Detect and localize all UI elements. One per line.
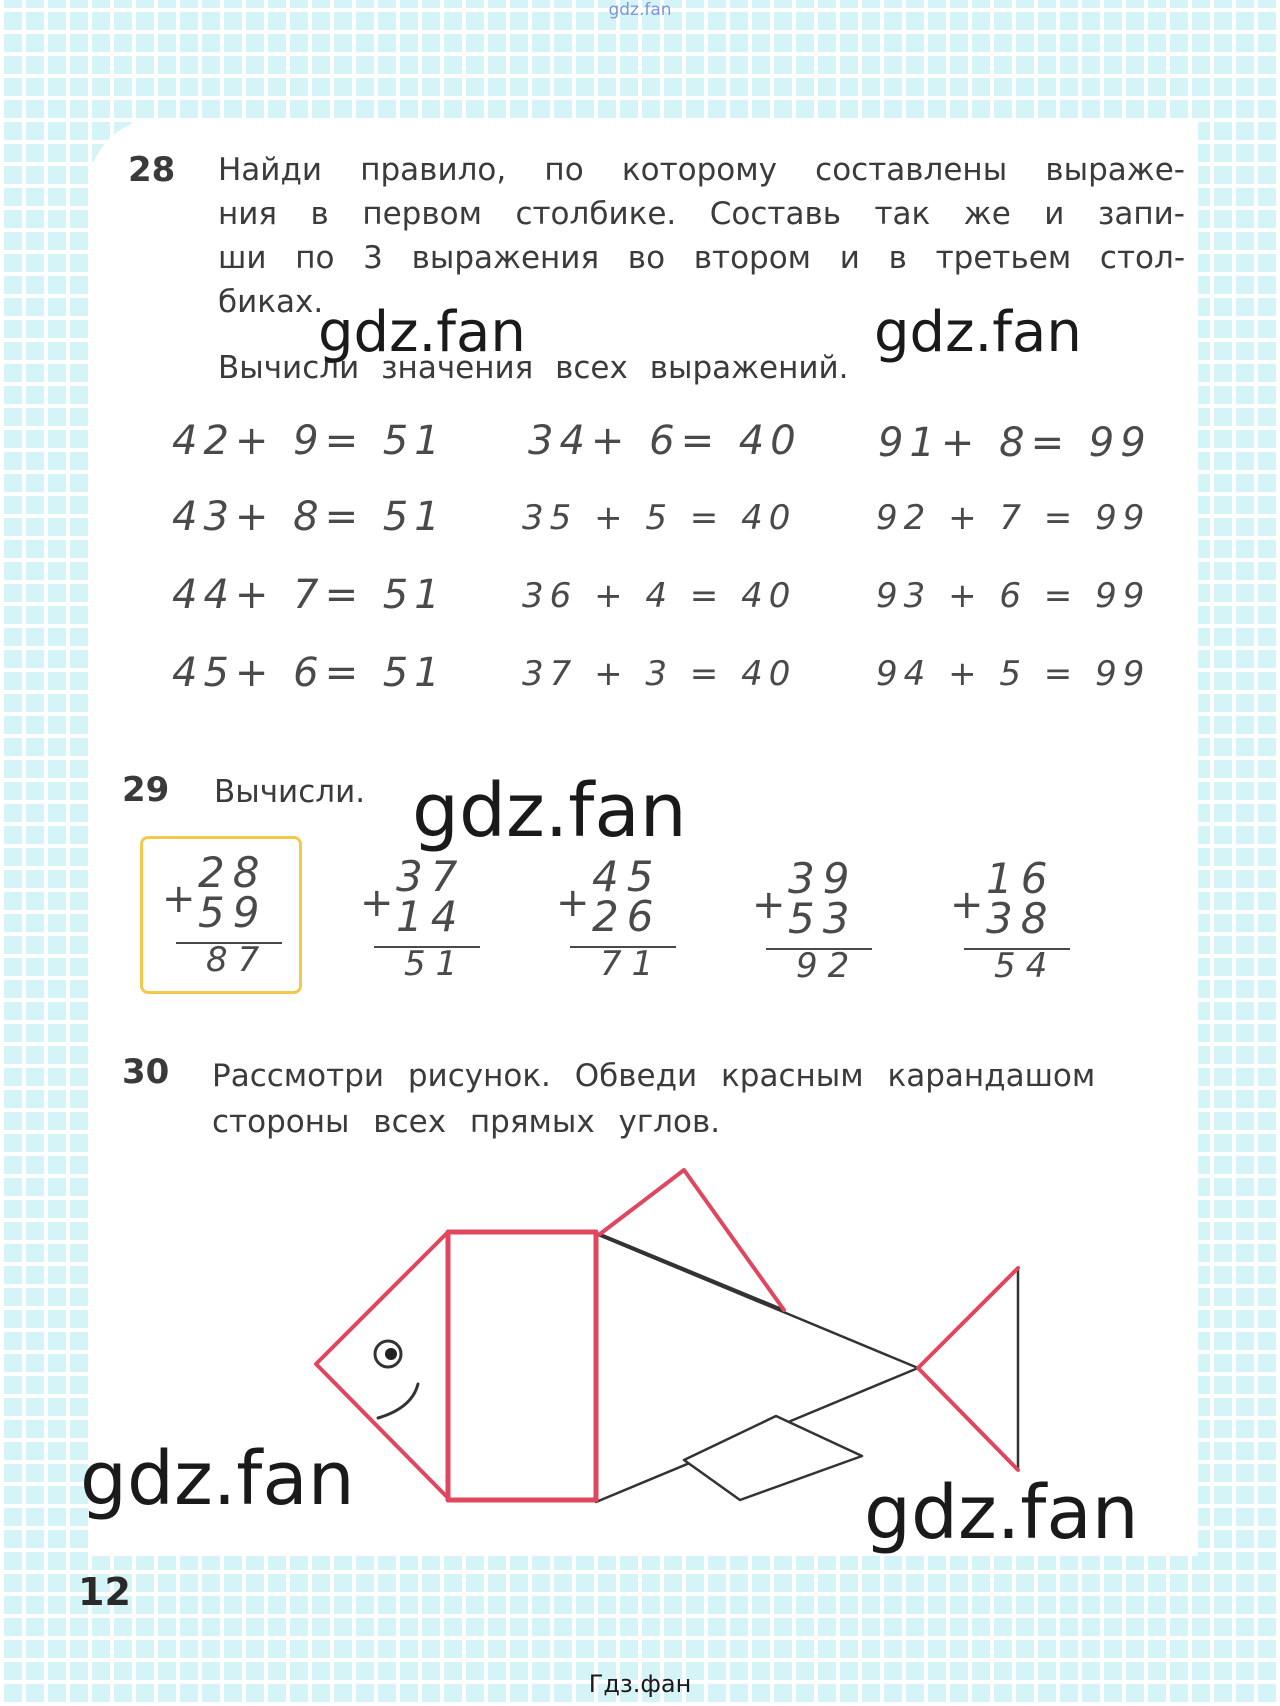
- addend-1: 39: [788, 854, 858, 903]
- expression-c1-r1: 42+ 9= 51: [172, 418, 446, 464]
- overlay-watermark-4: gdz.fan: [80, 1436, 355, 1522]
- top-watermark: gdz.fan: [608, 0, 672, 20]
- bottom-watermark: Гдз.фан: [588, 1670, 692, 1698]
- task-29-text: Вычисли.: [214, 774, 366, 810]
- expression-c3-r2: 92 + 7 = 99: [876, 498, 1151, 538]
- task-30-line-1: Рассмотри рисунок. Обведи красным карандашом: [212, 1058, 1096, 1094]
- sum-result: 87: [206, 940, 270, 980]
- expression-c2-r3: 36 + 4 = 40: [522, 576, 797, 616]
- task-28-line-4: биках.: [218, 284, 324, 320]
- expression-c3-r4: 94 + 5 = 99: [876, 654, 1151, 694]
- overlay-watermark-1: gdz.fan: [318, 300, 526, 365]
- addend-1: 45: [592, 852, 662, 901]
- plus-sign: +: [950, 882, 984, 928]
- plus-sign: +: [162, 876, 196, 922]
- fish-rectangle: [448, 1232, 596, 1500]
- plus-sign: +: [556, 880, 590, 926]
- expression-c1-r2: 43+ 8= 51: [172, 494, 446, 540]
- addend-2: 53: [788, 894, 858, 943]
- addend-2: 38: [986, 894, 1056, 943]
- overlay-watermark-5: gdz.fan: [864, 1470, 1139, 1556]
- task-28-line-1: Найди правило, по которому составлены выраже-: [218, 152, 1185, 188]
- expression-c2-r1: 34+ 6= 40: [528, 418, 802, 464]
- addend-2: 59: [198, 888, 268, 937]
- task-29-number: 29: [122, 770, 170, 810]
- expression-c1-r3: 44+ 7= 51: [172, 572, 446, 618]
- task-30-line-2: стороны всех прямых углов.: [212, 1104, 721, 1140]
- expression-c2-r2: 35 + 5 = 40: [522, 498, 797, 538]
- expression-c3-r1: 91+ 8= 99: [878, 420, 1152, 466]
- sum-result: 71: [600, 944, 664, 984]
- plus-sign: +: [360, 880, 394, 926]
- tail-fin: [918, 1268, 1018, 1470]
- addend-1: 28: [198, 848, 268, 897]
- task-28-line-2: ния в первом столбике. Составь так же и запи-: [218, 196, 1185, 232]
- plus-sign: +: [752, 882, 786, 928]
- sum-result: 92: [796, 946, 860, 986]
- expression-c2-r4: 37 + 3 = 40: [522, 654, 797, 694]
- page-number: 12: [78, 1570, 131, 1614]
- expression-c1-r4: 45+ 6= 51: [172, 650, 446, 696]
- sum-result: 54: [994, 946, 1058, 986]
- expression-c3-r3: 93 + 6 = 99: [876, 576, 1151, 616]
- fish-pupil: [385, 1348, 397, 1360]
- task-30-number: 30: [122, 1052, 170, 1092]
- overlay-watermark-2: gdz.fan: [874, 300, 1082, 365]
- addend-1: 16: [986, 854, 1056, 903]
- addend-2: 14: [396, 892, 466, 941]
- sum-result: 51: [404, 944, 468, 984]
- task-28-compute: Вычисли значения всех выражений.: [218, 350, 849, 386]
- task-28-line-3: ши по 3 выражения во втором и в третьем стол-: [218, 240, 1185, 276]
- addend-2: 26: [592, 892, 662, 941]
- addend-1: 37: [396, 852, 466, 901]
- task-28-number: 28: [128, 150, 176, 190]
- overlay-watermark-3: gdz.fan: [412, 768, 687, 854]
